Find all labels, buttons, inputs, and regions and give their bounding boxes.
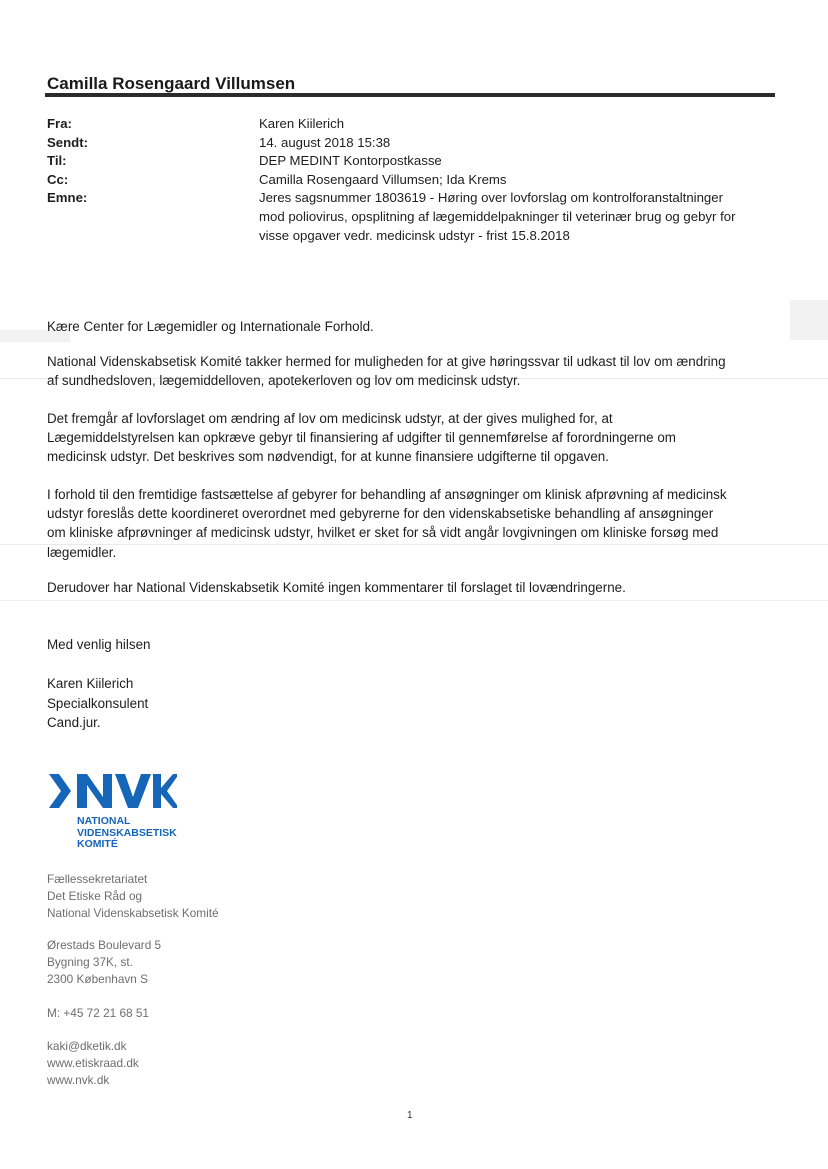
paragraph-line: Det fremgår af lovforslaget om ændring af lov om medicinsk udstyr, at der gives mulighed for, at — [47, 411, 613, 426]
footer-line: Fællessekretariatet — [47, 872, 148, 886]
paragraph-2 — [47, 409, 787, 467]
nvk-logo-text — [77, 816, 177, 851]
footer-line: Ørestads Boulevard 5 — [47, 938, 162, 952]
logo-line: KOMITÉ — [77, 838, 118, 850]
scan-artifact-smudge — [790, 300, 828, 340]
meta-label: Emne: — [47, 190, 88, 206]
salutation: Kære Center for Lægemidler og Internationale Forhold. — [47, 319, 374, 334]
page-number: 1 — [407, 1110, 413, 1121]
meta-label: Til: — [47, 153, 67, 169]
signature-name: Karen Kiilerich — [47, 676, 134, 691]
meta-row-from — [47, 115, 787, 134]
footer-organization — [47, 871, 219, 922]
meta-row-cc — [47, 171, 787, 190]
meta-row-to — [47, 152, 787, 171]
footer-contact — [47, 1038, 139, 1089]
meta-label: Cc: — [47, 171, 69, 187]
logo-line: VIDENSKABSETISK — [77, 826, 177, 839]
header-name: Camilla Rosengaard Villumsen — [47, 74, 296, 93]
meta-label: Fra: — [47, 116, 72, 131]
header-rule — [45, 93, 775, 97]
meta-value: DEP MEDINT Kontorpostkasse — [259, 153, 442, 169]
paragraph-line: Lægemiddelstyrelsen kan opkræve gebyr til finansiering af udgifter til gennemførelse af forordningerne om — [47, 430, 676, 446]
footer-line: National Videnskabsetisk Komité — [47, 906, 219, 920]
paragraph-line: af sundhedsloven, lægemiddelloven, apotekerloven og lov om medicinsk udstyr. — [47, 373, 521, 389]
email-meta — [47, 115, 787, 245]
paragraph-line: lægemidler. — [47, 544, 117, 560]
footer-phone: M: +45 72 21 68 51 — [47, 1006, 149, 1020]
paragraph-1 — [47, 352, 787, 390]
paragraph-line: udstyr foreslås dette koordineret overordnet med gebyrerne for den videnskabsetiske behandling af ansøgninger — [47, 506, 714, 522]
footer-address — [47, 937, 161, 988]
paragraph-line: National Videnskabsetisk Komité takker hermed for muligheden for at give høringssvar til udkast til lov om ændring — [47, 354, 726, 369]
paragraph-3 — [47, 485, 787, 562]
signature-block — [47, 674, 148, 733]
subject-line: visse opgaver vedr. medicinsk udstyr - frist 15.8.2018 — [259, 227, 570, 243]
paragraph-line: I forhold til den fremtidige fastsættelse af gebyrer for behandling af ansøgninger om klinisk afprøvning af medicinsk — [47, 487, 727, 502]
footer-email: kaki@dketik.dk — [47, 1039, 127, 1053]
footer-website: www.nvk.dk — [47, 1073, 110, 1087]
meta-label: Sendt: — [47, 134, 89, 150]
nvk-logo — [47, 770, 197, 860]
footer-line: Det Etiske Råd og — [47, 889, 143, 903]
subject-line: mod poliovirus, opsplitning af lægemiddelpakninger til veterinær brug og gebyr for — [259, 208, 736, 224]
nvk-logo-mark — [47, 770, 177, 812]
signature-title: Specialkonsulent — [47, 695, 149, 711]
meta-value: 14. august 2018 15:38 — [259, 134, 391, 150]
meta-row-subject — [47, 189, 787, 245]
signature-closing: Med venlig hilsen — [47, 637, 151, 652]
meta-value: Camilla Rosengaard Villumsen; Ida Krems — [259, 171, 507, 187]
subject-line: Jeres sagsnummer 1803619 - Høring over lovforslag om kontrolforanstaltninger — [259, 190, 723, 206]
paragraph-line: om kliniske afprøvninger af medicinsk udstyr, hvilket er sket for så vidt angår lovgivningen om kliniske forsøg med — [47, 525, 719, 541]
footer-line: 2300 København S — [47, 972, 149, 986]
scan-artifact-line — [0, 600, 828, 601]
signature-degree: Cand.jur. — [47, 715, 101, 731]
paragraph-line: medicinsk udstyr. Det beskrives som nødvendigt, for at kunne finansiere udgifterne til opgaven. — [47, 449, 609, 465]
meta-value-subject — [259, 189, 787, 245]
logo-line: NATIONAL — [77, 815, 131, 827]
meta-value: Karen Kiilerich — [259, 116, 345, 131]
footer-line: Bygning 37K, st. — [47, 955, 133, 969]
meta-row-sent — [47, 134, 787, 153]
footer-website: www.etiskraad.dk — [47, 1056, 139, 1070]
paragraph-4: Derudover har National Videnskabsetik Komité ingen kommentarer til forslaget til lovændringerne. — [47, 580, 626, 595]
